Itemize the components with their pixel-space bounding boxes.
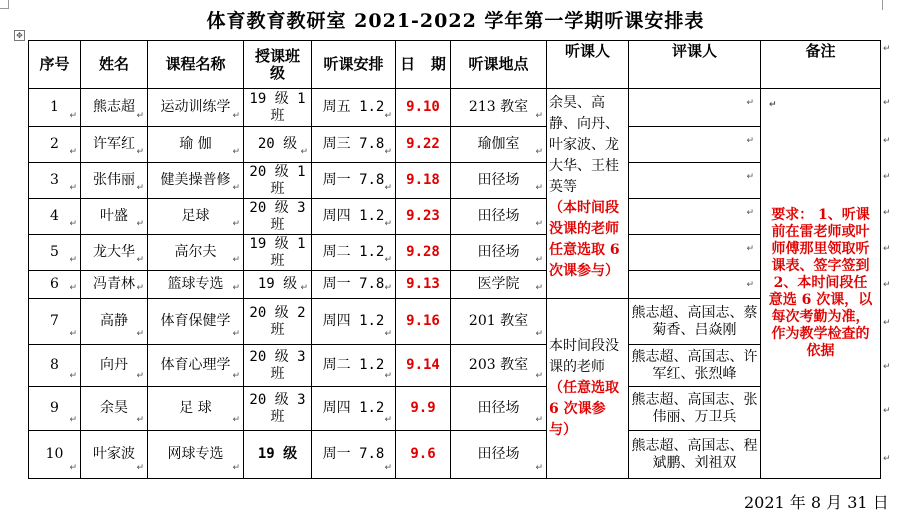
table-row — [29, 199, 881, 235]
cell-evaluator: 熊志超、高国志、程斌鹏、刘祖双 — [629, 431, 761, 479]
header-date — [396, 41, 451, 89]
cell-class: 20 级 ↵ — [244, 127, 312, 163]
cell-location: 医学院 ↵ — [451, 271, 547, 299]
header-row — [29, 41, 881, 89]
cell-name: 冯青林 ↵ — [81, 271, 148, 299]
cell-arrangement: 周一 7.8 ↵ — [312, 431, 396, 479]
cell-class: 19 级 1 班 — [244, 235, 312, 271]
header-no: 序号 — [29, 41, 81, 89]
cell-no: 3 ↵ — [29, 163, 81, 199]
cell-no: 2 ↵ — [29, 127, 81, 163]
cell-evaluator: ↵ — [629, 271, 761, 299]
header-arrangement: 听课安排 — [312, 41, 396, 89]
cell-class: 20 级 3 班 — [244, 387, 312, 431]
cell-date: 9.9 — [396, 387, 451, 431]
row-end-mark-icon: ↵ — [883, 244, 891, 254]
header-date-a: 日 — [400, 55, 416, 73]
cell-course: 体育保健学 ↵ — [148, 299, 244, 345]
cell-location: 201 教室 ↵ — [451, 299, 547, 345]
cell-name: 熊志超 ↵ — [81, 89, 148, 127]
cell-no: 5 ↵ — [29, 235, 81, 271]
cell-no: 4 ↵ — [29, 199, 81, 235]
cell-date: 9.16 — [396, 299, 451, 345]
cell-location: 213 教室 ↵ — [451, 89, 547, 127]
cell-date: 9.14 — [396, 345, 451, 387]
row-end-mark-icon: ↵ — [883, 172, 891, 182]
cell-location: 田径场 ↵ — [451, 163, 547, 199]
cell-location: 田径场 ↵ — [451, 199, 547, 235]
header-name: 姓名 — [81, 41, 148, 89]
listener-note-2: （任意选取 6 次课参与） — [549, 380, 619, 438]
cell-date: 9.6 — [396, 431, 451, 479]
table-row — [29, 345, 881, 387]
cell-course: 篮球专选 ↵ — [148, 271, 244, 299]
cell-evaluator: ↵ — [629, 127, 761, 163]
listener-text: 本时间段没课的老师 — [549, 338, 619, 375]
cell-arrangement: 周五 1.2 ↵ — [312, 89, 396, 127]
cell-name: 向丹 ↵ — [81, 345, 148, 387]
row-end-mark-icon: ↵ — [883, 136, 891, 146]
cell-evaluator: 熊志超、高国志、张伟丽、万卫兵 — [629, 387, 761, 431]
cell-evaluator: 熊志超、高国志、许军红、张烈峰 — [629, 345, 761, 387]
cell-evaluator: 熊志超、高国志、蔡菊香、吕焱刚 — [629, 299, 761, 345]
cell-name: 叶家波 ↵ — [81, 431, 148, 479]
cell-date: 9.10 — [396, 89, 451, 127]
cell-course: 高尔夫 ↵ — [148, 235, 244, 271]
cell-location: 田径场 ↵ — [451, 431, 547, 479]
listener-group-2 — [547, 299, 629, 479]
cell-class: 20 级 1 班 — [244, 163, 312, 199]
header-class-line2: 级 — [269, 63, 285, 82]
cell-name: 龙大华 ↵ — [81, 235, 148, 271]
listener-group-1 — [547, 89, 629, 299]
remark-text: 要求： 1、听课前在雷老师或叶师傅那里领取听课表、签字签到 2、本时间段任意选 6 次课，以每次考勤为准，作为教学检查的依据 — [768, 207, 873, 359]
cell-arrangement: 周二 1.2 ↵ — [312, 235, 396, 271]
row-end-mark-icon: ↵ — [883, 44, 891, 54]
cell-no: 7 ↵ — [29, 299, 81, 345]
listener-note: （本时间段没课的老师任意选取 6 次课参与） — [549, 200, 620, 279]
cell-course: 网球专选 ↵ — [148, 431, 244, 479]
row-end-mark-icon: ↵ — [883, 362, 891, 372]
cell-arrangement: 周四 1.2 ↵ — [312, 299, 396, 345]
row-end-mark-icon: ↵ — [883, 280, 891, 290]
cell-class: 19 级 1 班 — [244, 89, 312, 127]
cell-location: 田径场 ↵ — [451, 387, 547, 431]
cell-evaluator: ↵ — [629, 199, 761, 235]
row-end-mark-icon: ↵ — [883, 454, 891, 464]
table-row — [29, 271, 881, 299]
document-title: 体育教育教研室 2021-2022 学年第一学期听课安排表 — [206, 10, 705, 32]
cell-date: 9.28 — [396, 235, 451, 271]
schedule-table — [28, 40, 881, 479]
header-remark: 备注 — [761, 41, 881, 89]
cell-no: 6 ↵ — [29, 271, 81, 299]
cell-location: 203 教室 ↵ — [451, 345, 547, 387]
cell-no: 9 ↵ — [29, 387, 81, 431]
row-end-mark-icon: ↵ — [883, 98, 891, 108]
table-row — [29, 431, 881, 479]
cell-course: 健美操普修 ↵ — [148, 163, 244, 199]
header-date-b: 期 — [430, 55, 446, 73]
cell-date: 9.23 — [396, 199, 451, 235]
table-row — [29, 235, 881, 271]
cell-location: 瑜伽室 ↵ — [451, 127, 547, 163]
cell-name: 余昊 ↵ — [81, 387, 148, 431]
cell-arrangement: 周二 1.2 ↵ — [312, 345, 396, 387]
remark-cell: ↵ 要求： 1、听课前在雷老师或叶师傅那里领取听课表、签字签到 2、本时间段任意选 6 次课，以每次考勤为准，作为教学检查的依据 — [761, 89, 881, 479]
cell-date: 9.18 — [396, 163, 451, 199]
header-location: 听课地点 — [451, 41, 547, 89]
cell-name: 叶盛 ↵ — [81, 199, 148, 235]
cell-evaluator: ↵ — [629, 163, 761, 199]
cell-evaluator: ↵ — [629, 235, 761, 271]
header-course: 课程名称 — [148, 41, 244, 89]
cell-evaluator: ↵ — [629, 89, 761, 127]
cell-name: 张伟丽 ↵ — [81, 163, 148, 199]
cell-course: 瑜 伽 ↵ — [148, 127, 244, 163]
table-row — [29, 127, 881, 163]
cell-location: 田径场 ↵ — [451, 235, 547, 271]
cell-date: 9.13 — [396, 271, 451, 299]
row-end-mark-icon: ↵ — [883, 318, 891, 328]
cell-no: 8 ↵ — [29, 345, 81, 387]
listener-names: 余昊、高静、向丹、叶家波、龙大华、王桂英等 — [549, 95, 619, 195]
signed-date: 2021 年 8 月 31 日 — [744, 493, 889, 512]
table-row — [29, 387, 881, 431]
cell-date: 9.22 — [396, 127, 451, 163]
cell-no: 1 ↵ — [29, 89, 81, 127]
cell-arrangement: 周一 7.8 ↵ — [312, 163, 396, 199]
cell-class: 20 级 3 班 — [244, 199, 312, 235]
cell-class: 20 级 2 班 — [244, 299, 312, 345]
cell-course: 运动训练学 ↵ — [148, 89, 244, 127]
cell-class: 19 级 — [244, 431, 312, 479]
table-move-handle-icon[interactable]: ✥ — [14, 30, 25, 41]
table-row — [29, 163, 881, 199]
cell-name: 高静 ↵ — [81, 299, 148, 345]
cell-class: 19 级 ↵ — [244, 271, 312, 299]
table-row — [29, 299, 881, 345]
header-class — [244, 41, 312, 89]
cell-class: 20 级 3 班 — [244, 345, 312, 387]
header-listener: 听课人 — [547, 41, 629, 89]
cell-course: 体育心理学 ↵ — [148, 345, 244, 387]
cell-course: 足球 ↵ — [148, 199, 244, 235]
cell-name: 许军红 ↵ — [81, 127, 148, 163]
cell-arrangement: 周四 1.2 ↵ — [312, 387, 396, 431]
cell-arrangement: 周四 1.2 ↵ — [312, 199, 396, 235]
header-class-line1: 授课班 — [254, 46, 300, 65]
table-row — [29, 89, 881, 127]
row-end-mark-icon: ↵ — [883, 208, 891, 218]
cell-arrangement: 周三 7.8 ↵ — [312, 127, 396, 163]
cell-no: 10 ↵ — [29, 431, 81, 479]
cell-course: 足 球 ↵ — [148, 387, 244, 431]
header-evaluator: 评课人 — [629, 41, 761, 89]
cell-arrangement: 周一 7.8 ↵ — [312, 271, 396, 299]
row-end-mark-icon: ↵ — [883, 406, 891, 416]
